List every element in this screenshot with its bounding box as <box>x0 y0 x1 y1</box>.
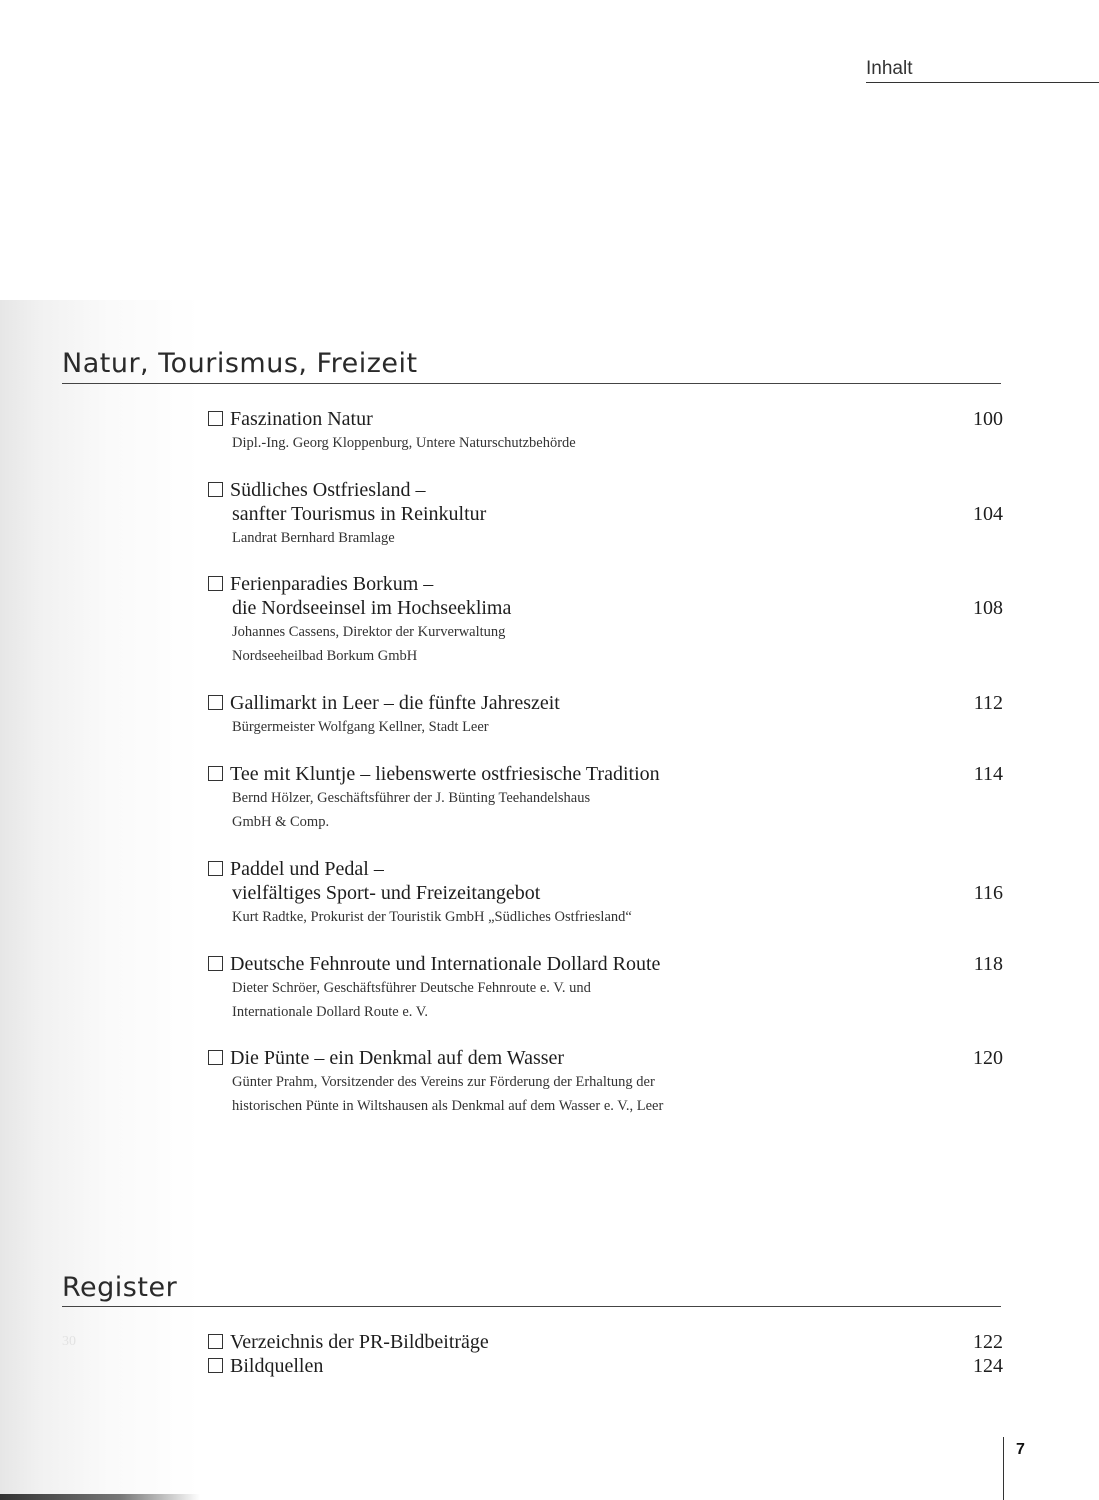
toc-entry[interactable] <box>208 407 1003 455</box>
toc-entry[interactable] <box>208 762 1003 834</box>
entry-title: Ferienparadies Borkum – die Nordseeinsel im Hochseeklima <box>208 572 1003 620</box>
checkbox-icon <box>208 1358 223 1373</box>
entry-title: Tee mit Kluntje – liebenswerte ostfriesische Tradition <box>208 762 1003 786</box>
entry-author: Dieter Schröer, Geschäftsführer Deutsche Fehnroute e. V. und <box>232 980 591 996</box>
entry-title: Die Pünte – ein Denkmal auf dem Wasser <box>208 1046 1003 1070</box>
checkbox-icon <box>208 576 223 591</box>
entry-author: Landrat Bernhard Bramlage <box>232 530 395 546</box>
checkbox-icon <box>208 766 223 781</box>
entry-author: GmbH & Comp. <box>232 814 330 830</box>
entry-title: Südliches Ostfriesland – sanfter Tourismus in Reinkultur <box>208 478 1003 526</box>
entry-author: Dipl.-Ing. Georg Kloppenburg, Untere Naturschutzbehörde <box>232 435 576 451</box>
section-rule <box>62 1306 1001 1307</box>
entry-page-number: 116 <box>973 882 1003 904</box>
toc-entry[interactable] <box>208 1330 1003 1354</box>
entry-page-number: 118 <box>973 953 1003 975</box>
page-number: 7 <box>1016 1441 1025 1458</box>
entry-page-number: 120 <box>973 1047 1003 1069</box>
toc-entry[interactable] <box>208 857 1003 929</box>
section-title-natur: Natur, Tourismus, Freizeit <box>62 348 418 379</box>
entry-page-number: 114 <box>973 763 1003 785</box>
entry-page-number: 104 <box>973 503 1003 525</box>
entry-title: Deutsche Fehnroute und Internationale Dollard Route <box>208 952 1003 976</box>
entry-title: Gallimarkt in Leer – die fünfte Jahreszeit <box>208 691 1003 715</box>
bleed-through-text: 30 <box>62 1334 76 1349</box>
entry-author: Günter Prahm, Vorsitzender des Vereins zur Förderung der Erhaltung der <box>232 1074 655 1090</box>
entry-title: Bildquellen <box>208 1354 1003 1378</box>
checkbox-icon <box>208 411 223 426</box>
entry-page-number: 112 <box>973 692 1003 714</box>
toc-entry[interactable] <box>208 572 1003 668</box>
checkbox-icon <box>208 861 223 876</box>
checkbox-icon <box>208 695 223 710</box>
section-title-register: Register <box>62 1272 178 1303</box>
folio-rule <box>1003 1437 1004 1500</box>
entry-author: Nordseeheilbad Borkum GmbH <box>232 648 418 664</box>
entry-author: Internationale Dollard Route e. V. <box>232 1004 428 1020</box>
running-header-label: Inhalt <box>866 58 913 79</box>
toc-entry[interactable] <box>208 1354 1003 1378</box>
checkbox-icon <box>208 956 223 971</box>
toc-entry[interactable] <box>208 1046 1003 1118</box>
entry-page-number: 100 <box>973 408 1003 430</box>
section-rule <box>62 383 1001 384</box>
entry-author: historischen Pünte in Wiltshausen als Denkmal auf dem Wasser e. V., Leer <box>232 1098 664 1114</box>
checkbox-icon <box>208 1050 223 1065</box>
entry-page-number: 108 <box>973 597 1003 619</box>
entry-author: Bernd Hölzer, Geschäftsführer der J. Bünting Teehandelshaus <box>232 790 591 806</box>
running-header <box>866 58 1099 83</box>
entry-title: Faszination Natur <box>208 407 1003 431</box>
toc-entry[interactable] <box>208 952 1003 1024</box>
entry-page-number: 124 <box>973 1355 1003 1377</box>
toc-entry[interactable] <box>208 691 1003 739</box>
entry-title: Paddel und Pedal – vielfältiges Sport- und Freizeitangebot <box>208 857 1003 905</box>
entry-author: Johannes Cassens, Direktor der Kurverwaltung <box>232 624 506 640</box>
entry-author: Bürgermeister Wolfgang Kellner, Stadt Leer <box>232 719 489 735</box>
entry-title: Verzeichnis der PR-Bildbeiträge <box>208 1330 1003 1354</box>
entry-author: Kurt Radtke, Prokurist der Touristik GmbH „Südliches Ostfriesland“ <box>232 909 632 925</box>
checkbox-icon <box>208 1334 223 1349</box>
scan-edge-shadow <box>0 1494 200 1500</box>
checkbox-icon <box>208 482 223 497</box>
entry-page-number: 122 <box>973 1331 1003 1353</box>
toc-entry[interactable] <box>208 478 1003 550</box>
